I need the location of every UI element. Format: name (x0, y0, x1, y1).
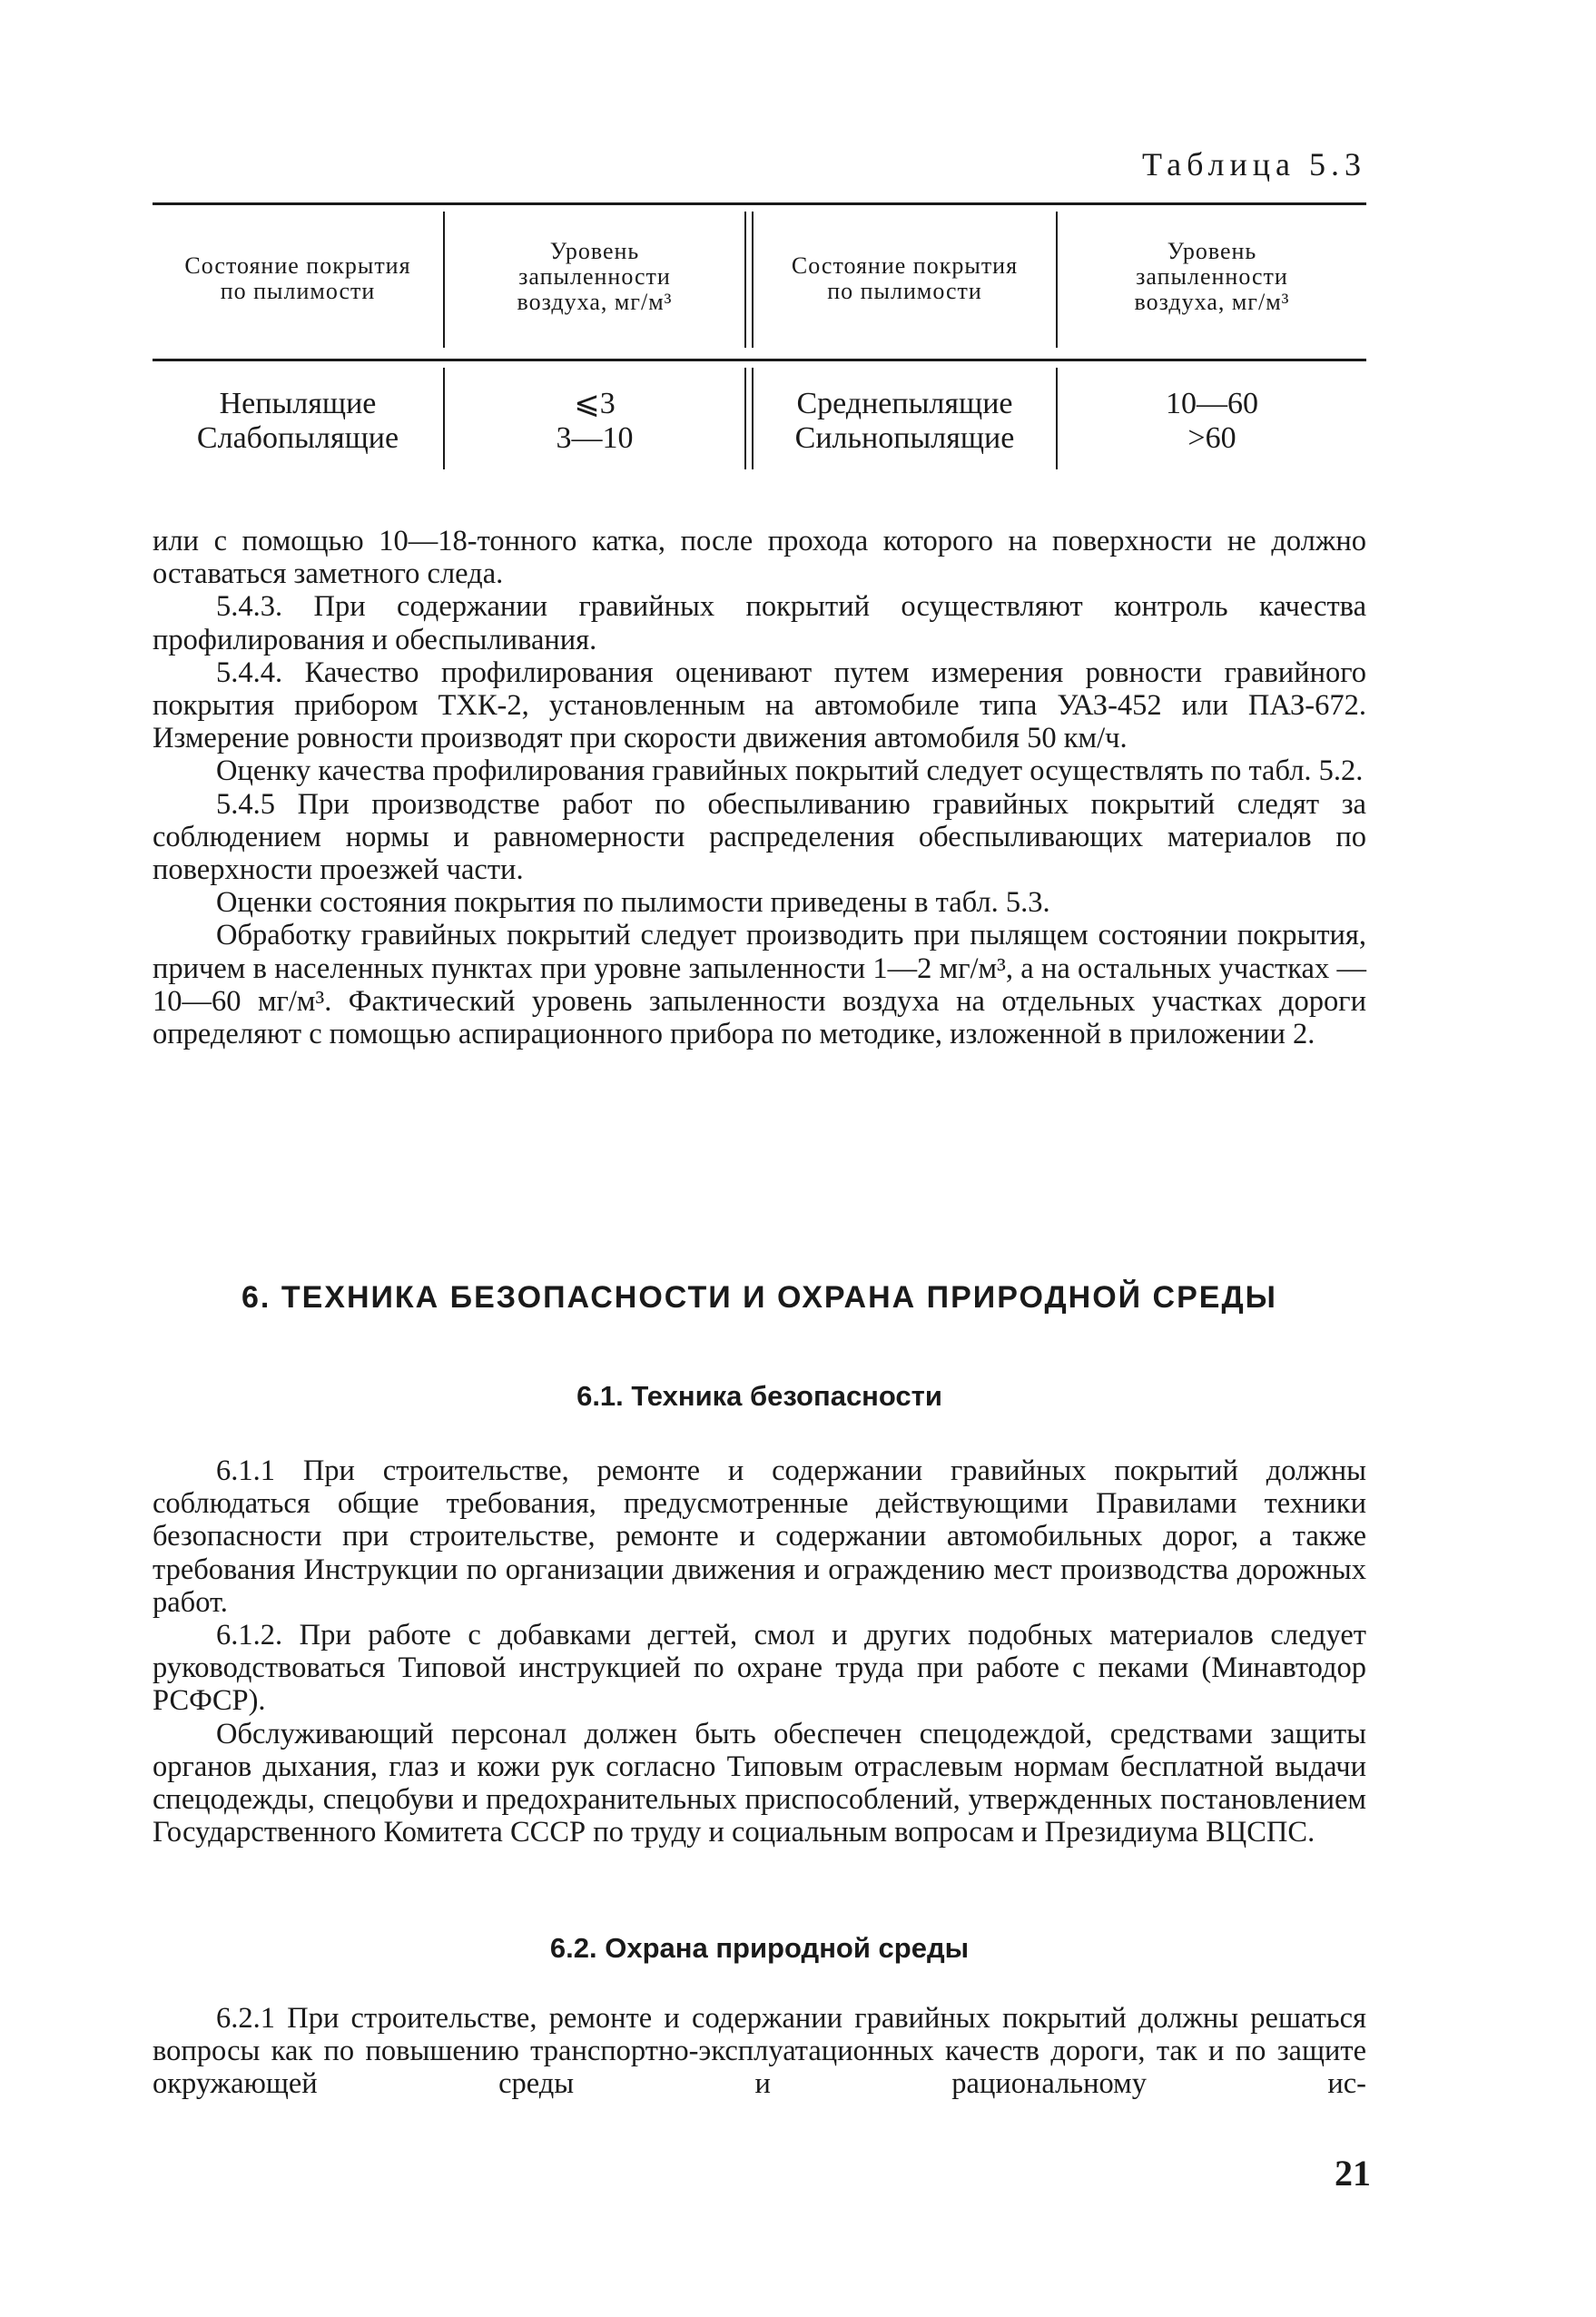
cell-value: Среднепылящие (796, 387, 1013, 420)
table-top-rule (153, 202, 1366, 205)
paragraph: 6.2.1 При строительстве, ремонте и содержании гравийных покрытий должны решаться вопросы как по повышению транспортно-эксплуатационных качеств дороги, так и по защите окружающей среды и рациональному ис- (153, 2002, 1366, 2101)
paragraph: 6.1.2. При работе с добавками дегтей, смол и других подобных материалов следует руководствоваться Типовой инструкцией по охране труда при работе с пеками (Минавтодор РСФСР). (153, 1619, 1366, 1718)
subsection-heading: 6.1. Техника безопасности (576, 1380, 942, 1412)
header-line: Уровень (1167, 238, 1257, 264)
header-line: Уровень (549, 238, 640, 264)
dustiness-table (153, 202, 1366, 475)
paragraph: 5.4.3. При содержании гравийных покрытий осуществляют контроль качества профилирования и обеспыливания. (153, 590, 1366, 656)
paragraph: Оценки состояния покрытия по пылимости приведены в табл. 5.3. (216, 886, 1050, 920)
header-line: запыленности (518, 263, 671, 290)
table-cell (153, 387, 443, 456)
header-line: Состояние покрытия (184, 252, 411, 279)
paragraph: 6.1.1 При строительстве, ремонте и содержании гравийных покрытий должны соблюдаться общие требования, предусмотренные действующими Правилами техники безопасности при строительстве, ремонте и содержании автомобильных дорог, а также требования Инструкции по организации движения и ограждению мест производства дорожных работ. (153, 1454, 1366, 1619)
paragraph: 5.4.4. Качество профилирования оценивают путем измерения ровности гравийного покрытия прибором ТХК-2, установленным на автомобиле типа УАЗ-452 или ПАЗ-672. Измерение ровности производят при скорости движения автомобиля 50 км/ч. (153, 656, 1366, 755)
table-cell (754, 387, 1056, 456)
paragraph: 5.4.5 При производстве работ по обеспыливанию гравийных покрытий следят за соблюдением нормы и равномерности распределения обеспыливающих материалов по поверхности проезжей части. (153, 787, 1366, 887)
body-block-6-1 (153, 1454, 1366, 1849)
page-number: 21 (1335, 2153, 1371, 2194)
subsection-heading: 6.2. Охрана природной среды (549, 1932, 970, 1964)
table-caption: Таблица 5.3 (1142, 146, 1366, 182)
cell-value: Сильнопылящие (794, 421, 1015, 455)
cell-value: Непылящие (219, 387, 377, 420)
section-heading: 6. ТЕХНИКА БЕЗОПАСНОСТИ И ОХРАНА ПРИРОДНОЙ СРЕДЫ (241, 1280, 1277, 1315)
header-line: Состояние покрытия (791, 252, 1019, 279)
table-header-cell (754, 253, 1056, 304)
table-header-rule (153, 359, 1366, 361)
header-line: по пылимости (220, 278, 376, 304)
cell-value: 10—60 (1166, 387, 1258, 420)
table-header-cell (445, 239, 744, 315)
cell-value: 3—10 (556, 421, 634, 455)
column-divider (744, 212, 746, 348)
paragraph: или с помощью 10—18-тонного катка, после прохода которого на поверхности не должно оставаться заметного следа. (153, 525, 1366, 591)
body-block-6-2 (153, 2002, 1366, 2101)
table-cell (1058, 387, 1366, 456)
cell-value: Слабопылящие (196, 421, 399, 455)
table-header-cell (153, 253, 443, 304)
column-divider (744, 368, 746, 469)
header-line: запыленности (1136, 263, 1288, 290)
body-block-5-4 (153, 525, 1366, 1050)
cell-value: >60 (1187, 421, 1236, 455)
table-header-cell (1058, 239, 1366, 315)
header-line: по пылимости (827, 278, 982, 304)
table-cell (445, 387, 744, 456)
header-line: воздуха, мг/м³ (1134, 289, 1290, 315)
header-line: воздуха, мг/м³ (517, 289, 673, 315)
paragraph: Обслуживающий персонал должен быть обеспечен спецодеждой, средствами защиты органов дыхания, глаз и кожи рук согласно Типовым отраслевым нормам бесплатной выдачи спецодежды, спецобуви и предохранительных приспособлений, утвержденных постановлением Государственного Комитета СССР по труду и социальным вопросам и Президиума ВЦСПС. (153, 1717, 1366, 1849)
cell-value: ⩽3 (574, 387, 616, 420)
paragraph: Обработку гравийных покрытий следует производить при пылящем состоянии покрытия, причем в населенных пунктах при уровне запыленности 1—2 мг/м³, а на остальных участках — 10—60 мг/м³. Фактический уровень запыленности воздуха на отдельных участках дороги определяют с помощью аспирационного прибора по методике, изложенной в приложении 2. (153, 919, 1366, 1051)
paragraph: Оценку качества профилирования гравийных покрытий следует осуществлять по табл. 5.2. (216, 754, 1364, 788)
